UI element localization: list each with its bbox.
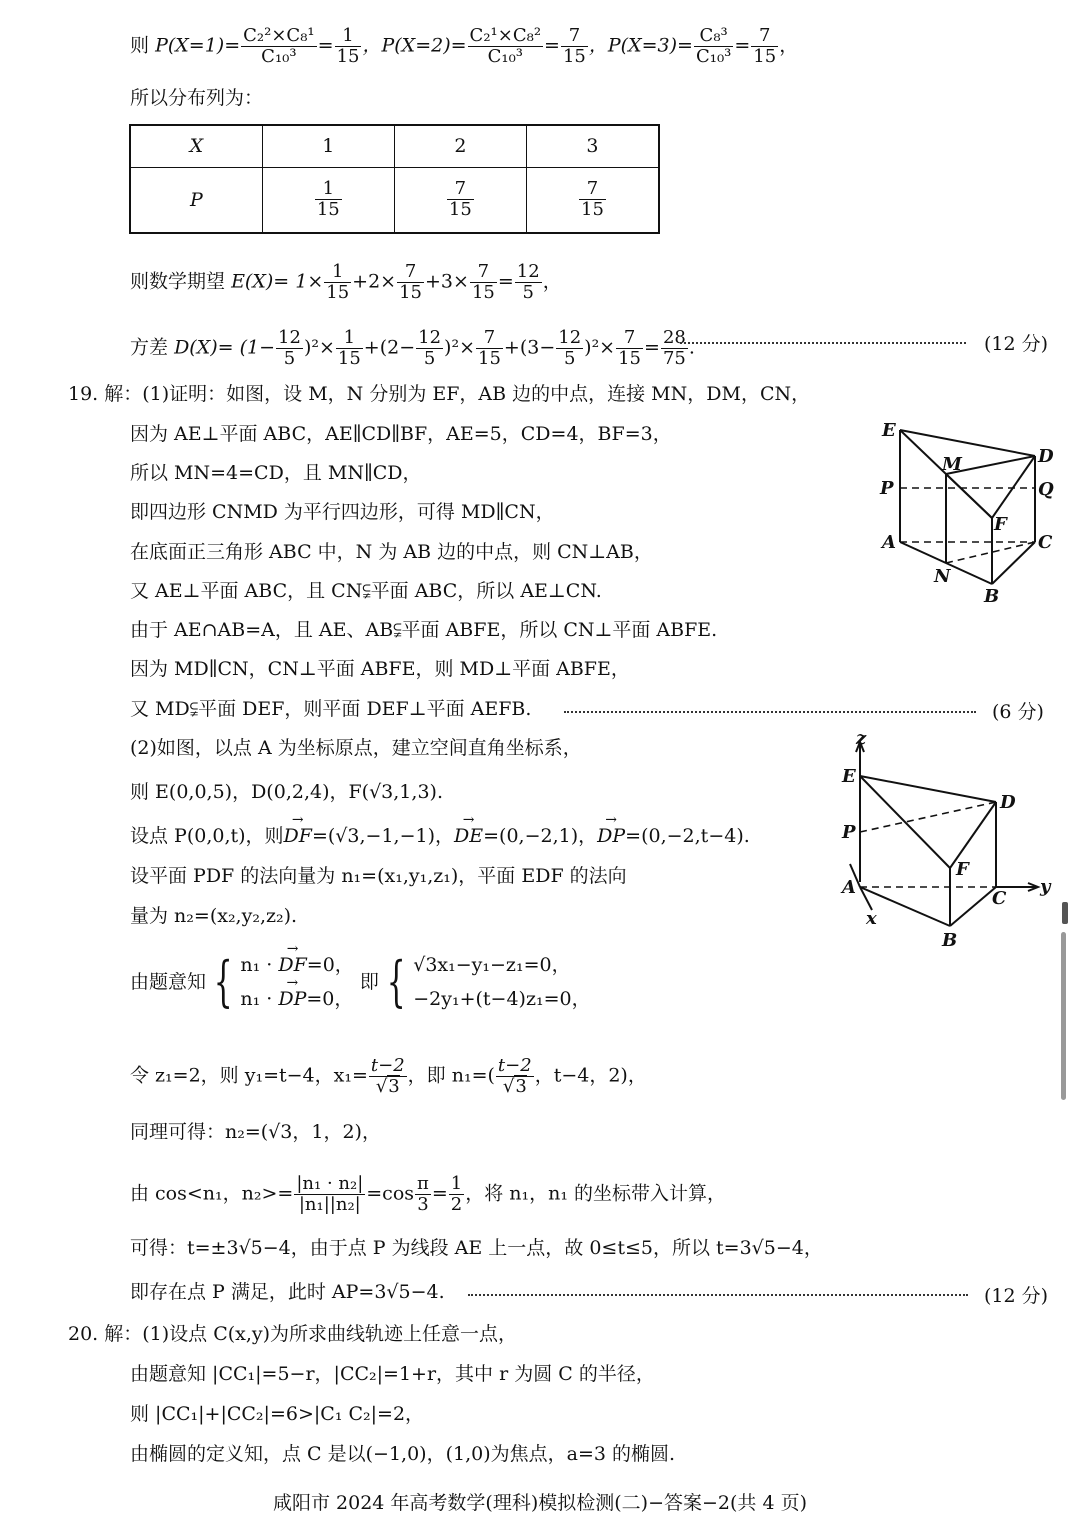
figure-label: B (984, 586, 1000, 607)
normal-vector-line: 令 z₁=2，则 y₁=t−4，x₁= $\frac{t-2}{√3}$ ，即 n₁=( $\frac{t-2}{√3}$ ，t−4，2)， (130, 1055, 647, 1097)
text-line: 可得：t=±3√5−4，由于点 P 为线段 AE 上一点，故 0≤t≤5，所以 t=3√5−4， (130, 1237, 823, 1259)
figure-label: M (942, 454, 962, 475)
table-cell: X (130, 125, 262, 167)
text-line: 又 MD⫋平面 DEF，则平面 DEF⊥平面 AEFB. (130, 698, 532, 720)
fraction: $\frac{1}{15}$ (336, 25, 360, 67)
table-cell: $\frac{7}{15}$ (526, 167, 659, 233)
figure-label: Q (1038, 479, 1054, 500)
fraction: $\frac{7}{15}$ (753, 25, 777, 67)
figure-label: N (934, 566, 951, 587)
text-line: 由于 AE∩AB=A，且 AE、AB⫋平面 ABFE，所以 CN⊥平面 ABFE. (130, 619, 718, 641)
text-line: 同理可得：n₂=(√3，1，2)， (130, 1121, 381, 1143)
scrollbar[interactable] (1061, 932, 1066, 1100)
vector-DP: → DP (597, 824, 625, 848)
scrollbar-thumb[interactable] (1062, 902, 1068, 924)
cosine-line: 由 cos<n₁，n₂>= $\frac{\text{|n₁ · n₂|}}{\text{|n₁||n₂|}}$ =cos $\frac{\pi}{3}$ = $\frac{1}{2}$ ，将 n₁，n₁ 的坐标带入计算， (130, 1173, 727, 1215)
figure-label: F (956, 859, 969, 880)
score-label: (6 分) (992, 701, 1044, 723)
question-19-heading: 19. 解：(1)证明：如图，设 M，N 分别为 EF，AB 边的中点，连接 MN，DM，CN， (68, 383, 811, 405)
text-line: 设平面 PDF 的法向量为 n₁=(x₁,y₁,z₁)，平面 EDF 的法向 (130, 865, 627, 887)
text-line: 即存在点 P 满足，此时 AP=3√5−4. (130, 1281, 445, 1303)
figure-label: E (882, 420, 896, 441)
table-row (130, 167, 659, 233)
table-cell: 3 (526, 125, 659, 167)
leader-dots (564, 711, 976, 713)
text-line: 在底面正三角形 ABC 中，N 为 AB 边的中点，则 CN⊥AB， (130, 541, 653, 563)
text-line: 所以分布列为： (130, 87, 264, 109)
figure-label: P (880, 478, 894, 499)
text-line: 量为 n₂=(x₂,y₂,z₂). (130, 905, 298, 927)
leader-dots (680, 342, 966, 344)
variance-line: 方差 D(X)= (1− $\frac{12}{5}$ )²× $\frac{1}{15}$ +(2− $\frac{12}{5}$ )²× $\frac{7}{15}$ +(3− $\frac{12}{5}$ )²× $\frac{7}{15}$ = $\frac{28}{75}$ . (130, 327, 695, 369)
figure-label: A (842, 877, 856, 898)
coordinate-figure-2 (836, 732, 1060, 952)
figure-label: A (882, 532, 896, 553)
figure-label: y (1040, 876, 1051, 897)
equation-system: 由题意知 { n₁ · → DF=0， n₁ · → DP=0， 即 { √3x₁−y₁−z₁=0， −2y₁+(t−4)z₁=0， (130, 948, 591, 1016)
figure-label: C (992, 888, 1007, 909)
text-line: 因为 MD∥CN，CN⊥平面 ABFE，则 MD⊥平面 ABFE， (130, 658, 630, 680)
question-20-heading: 20. 解：(1)设点 C(x,y)为所求曲线轨迹上任意一点， (68, 1323, 518, 1345)
table-cell: 1 (262, 125, 394, 167)
figure-label: D (1000, 792, 1016, 813)
text-line: 又 AE⊥平面 ABC，且 CN⫋平面 ABC，所以 AE⊥CN. (130, 580, 602, 602)
text: 则 (130, 34, 150, 57)
table-header-row (130, 125, 659, 167)
probability-line: 则 P(X=1)= $\frac{\text{C₂²×C₈¹}}{\text{C₁₀³}}$ = $\frac{1}{15}$ ，P(X=2)= $\frac{\text{C₂¹×C₈²}}{\text{C₁₀³}}$ = $\frac{7}{15}$ ，P(X=3)= $\frac{\text{C₈³}}{\text{C₁₀³}}$ = $\frac{7}{15}$ ， (130, 25, 799, 67)
table-cell: $\frac{1}{15}$ (262, 167, 394, 233)
prism-figure-1 (870, 418, 1060, 608)
text-line: (2)如图，以点 A 为坐标原点，建立空间直角坐标系， (130, 737, 582, 759)
fraction: $\frac{\text{C₈³}}{\text{C₁₀³}}$ (695, 25, 732, 67)
fraction: $\frac{7}{15}$ (562, 25, 586, 67)
figure-label: P (842, 822, 856, 843)
fraction: $\frac{\text{C₂¹×C₈²}}{\text{C₁₀³}}$ (469, 25, 542, 67)
figure-label: C (1038, 532, 1053, 553)
formula-text: P(X=1)= (155, 34, 241, 57)
figure-label: D (1038, 446, 1054, 467)
fraction: $\frac{\text{C₂²×C₈¹}}{\text{C₁₀³}}$ (243, 25, 315, 67)
text-line: 即四边形 CNMD 为平行四边形，可得 MD∥CN， (130, 501, 555, 523)
text-line: 则 E(0,0,5)，D(0,2,4)，F(√3,1,3). (130, 781, 443, 803)
expectation-line: 则数学期望 E(X)= 1× $\frac{1}{15}$ +2× $\frac{7}{15}$ +3× $\frac{7}{15}$ = $\frac{12}{5}$ ， (130, 261, 562, 303)
vector-line: 设点 P(0,0,t)，则→ DF=(√3,−1,−1)，→ DE=(0,−2,1)，→ DP=(0,−2,t−4). (130, 824, 750, 848)
figure-label: x (866, 908, 877, 929)
figure-label: E (842, 766, 856, 787)
leader-dots (468, 1294, 968, 1296)
figure-label: z (856, 732, 867, 749)
table-cell: $\frac{7}{15}$ (394, 167, 526, 233)
table-cell: P (130, 167, 262, 233)
text-line: 由题意知 |CC₁|=5−r，|CC₂|=1+r，其中 r 为圆 C 的半径， (130, 1363, 655, 1385)
text-line: 则 |CC₁|+|CC₂|=6>|C₁ C₂|=2， (130, 1403, 425, 1425)
vector-DE: → DE (454, 824, 483, 848)
score-label: (12 分) (984, 1285, 1049, 1307)
figure-label: B (942, 930, 958, 951)
distribution-table (129, 124, 660, 234)
figure-label: F (994, 514, 1007, 535)
page-footer: 咸阳市 2024 年高考数学(理科)模拟检测(二)−答案−2(共 4 页) (272, 1492, 807, 1514)
table-cell: 2 (394, 125, 526, 167)
text-line: 所以 MN=4=CD，且 MN∥CD， (130, 462, 422, 484)
text-line: 因为 AE⊥平面 ABC，AE∥CD∥BF，AE=5，CD=4，BF=3， (130, 423, 672, 445)
score-label: (12 分) (984, 333, 1049, 355)
text-line: 由椭圆的定义知，点 C 是以(−1,0)，(1,0)为焦点，a=3 的椭圆. (130, 1443, 676, 1465)
vector-DF: → DF (284, 824, 312, 848)
